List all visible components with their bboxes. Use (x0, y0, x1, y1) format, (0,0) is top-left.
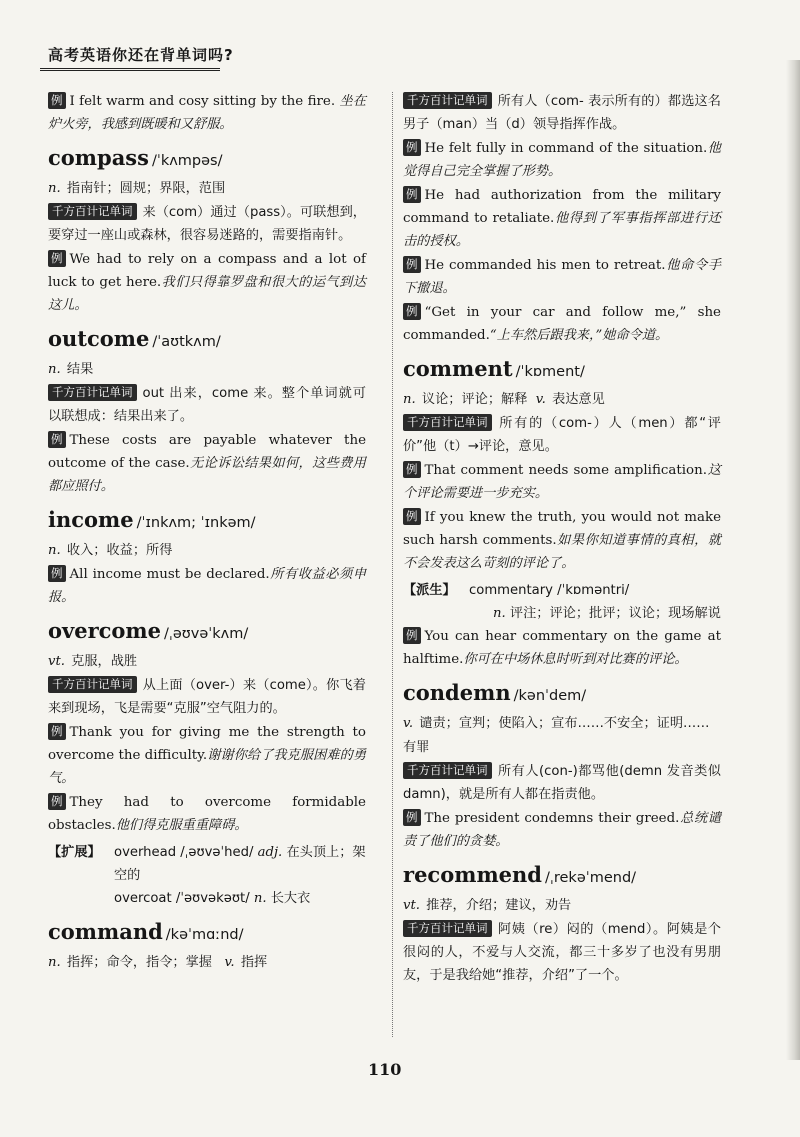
example-badge: 例 (403, 461, 421, 478)
example-en: We had to rely on a compass and a lot of luck to get here. (48, 252, 366, 290)
entry-overcome-headword (48, 615, 366, 650)
headword: command (48, 919, 163, 944)
phonetic: /ˈɪnkʌm; ˈɪnkəm/ (136, 515, 256, 531)
example (48, 429, 366, 498)
definition (403, 712, 721, 760)
phonetic: /ˌrekəˈmend/ (544, 870, 637, 886)
memory-tip (403, 918, 721, 987)
example-zh: 坐在炉火旁，我感到既暖和又舒服。 (48, 94, 367, 132)
entry-recommend-headword (403, 859, 721, 894)
example (48, 721, 366, 790)
headword: comment (403, 356, 513, 381)
memory-tip (48, 382, 366, 428)
derivation-tag: 【派生】 (403, 583, 456, 598)
example-en: All income must be declared. (69, 567, 270, 582)
definition (48, 539, 366, 563)
definition-text: 指挥 (240, 955, 268, 970)
derivation-definition (469, 602, 721, 625)
example-badge: 例 (48, 250, 66, 267)
example-en: That comment needs some amplification. (424, 463, 707, 478)
page-number: 110 (368, 1060, 402, 1079)
headword: compass (48, 145, 149, 170)
extension-def: 长大衣 (270, 891, 311, 906)
definition-text: 收入；收益；所得 (66, 543, 173, 558)
phonetic: /ˈaʊtkʌm/ (152, 334, 221, 350)
phonetic: /ˈkɒment/ (515, 364, 585, 380)
example-zh: 这个评论需要进一步充实。 (403, 463, 721, 501)
example-zh: 无论诉讼结果如何，这些费用都应照付。 (48, 456, 366, 494)
extension-word: overcoat /ˈəʊvəkəʊt/ (114, 891, 250, 906)
memory-tip (48, 201, 366, 247)
memory-tip (48, 674, 366, 720)
right-column (403, 90, 721, 988)
extension-word: overhead /ˌəʊvəˈhed/ (114, 845, 254, 860)
example-badge: 例 (48, 723, 66, 740)
definition-text: 克服，战胜 (71, 654, 138, 669)
memory-text: 来（com）通过（pass）。可联想到，要穿过一座山或森林，很容易迷路的，需要指南针。 (48, 205, 366, 243)
part-of-speech: v. (403, 716, 414, 731)
part-of-speech: n. (48, 181, 61, 196)
example (403, 807, 721, 853)
example-zh: 我们只得靠罗盘和很大的运气到达这儿。 (48, 275, 366, 313)
example (403, 301, 721, 347)
example (48, 248, 366, 317)
memory-badge: 千方百计记单词 (403, 920, 492, 937)
example-en: I felt warm and cosy sitting by the fire. (69, 94, 336, 109)
definition (48, 650, 366, 674)
entry-income-headword (48, 504, 366, 539)
memory-badge: 千方百计记单词 (48, 676, 137, 693)
example-en: He commanded his men to retreat. (424, 258, 666, 273)
entry-condemn-headword (403, 677, 721, 712)
page-edge-shadow (786, 60, 800, 1060)
example-badge: 例 (403, 627, 421, 644)
memory-text: 从上面（over-）来（come）。你飞着来到现场，飞是需要“克服”空气阻力的。 (48, 678, 366, 716)
entry-command-headword (48, 916, 366, 951)
part-of-speech: n. (48, 543, 61, 558)
extension-block (48, 841, 366, 910)
definition-text: 谴责；宣判；使陷入；宣布……不安全；证明……有罪 (403, 716, 710, 755)
memory-badge: 千方百计记单词 (403, 414, 492, 431)
memory-text: 阿姨（re）闷的（mend）。阿姨是个很闷的人，不爱与人交流，都三十多岁了也没有男朋友，于是我给她“推荐，介绍”了一个。 (403, 922, 721, 983)
example (403, 459, 721, 505)
example-en: These costs are payable whatever the outcome of the case. (48, 433, 366, 471)
extension-tag: 【扩展】 (48, 845, 101, 860)
definition-text: 指挥；命令，指令；掌握 (66, 955, 212, 970)
derivation-word: commentary /ˈkɒməntri/ (469, 583, 630, 598)
definition (48, 951, 366, 975)
part-of-speech: adj. (257, 845, 283, 860)
example (403, 184, 721, 253)
example (403, 625, 721, 671)
definition-text: 表达意见 (552, 392, 605, 407)
example-zh: 他命令手下撤退。 (403, 258, 722, 296)
part-of-speech: v. (224, 955, 235, 970)
example-badge: 例 (403, 508, 421, 525)
example-en: The president condemns their greed. (424, 811, 680, 826)
part-of-speech: vt. (403, 898, 420, 913)
example (48, 791, 366, 837)
derivation-def: 评注；评论；批评；议论；现场解说 (509, 606, 721, 621)
extension-def: 在头顶上；架空的 (114, 845, 366, 883)
header-rule (40, 68, 220, 71)
example-en: Thank you for giving me the strength to overcome the difficulty. (48, 725, 366, 763)
example-en: He felt fully in command of the situation. (424, 141, 708, 156)
example-badge: 例 (48, 431, 66, 448)
definition (48, 358, 366, 382)
example-zh: 你可在中场休息时听到对比赛的评论。 (463, 652, 688, 667)
definition (403, 894, 721, 918)
example-badge: 例 (403, 139, 421, 156)
part-of-speech: n. (253, 891, 267, 906)
example-zh: 如果你知道事情的真相，就不会发表这么苛刻的评论了。 (403, 533, 722, 571)
definition-text: 议论；评论；解释 (421, 392, 528, 407)
running-head: 高考英语你还在背单词吗? (48, 46, 234, 64)
part-of-speech: n. (403, 392, 416, 407)
example-zh: 所有收益必须申报。 (48, 567, 367, 605)
example-intro (48, 90, 366, 136)
phonetic: /ˌəʊvəˈkʌm/ (164, 626, 249, 642)
example-badge: 例 (48, 565, 66, 582)
entry-comment-headword (403, 353, 721, 388)
memory-text: 所有人（com- 表示所有的）都选这名男子（man）当（d）领导指挥作战。 (403, 94, 721, 132)
headword: recommend (403, 862, 542, 887)
left-column (48, 90, 366, 975)
example (403, 506, 721, 575)
example (403, 254, 721, 300)
memory-text: out 出来，come 来。整个单词就可以联想成：结果出来了。 (48, 386, 366, 424)
phonetic: /kəˈmɑːnd/ (165, 927, 244, 943)
part-of-speech: n. (48, 362, 61, 377)
example-en: They had to overcome formidable obstacles. (48, 795, 366, 833)
example-zh: 他得到了军事指挥部进行还击的授权。 (403, 211, 721, 249)
entry-outcome-headword (48, 323, 366, 358)
extension-line (114, 887, 366, 910)
example-en: If you knew the truth, you would not make such harsh comments. (403, 510, 721, 548)
memory-badge: 千方百计记单词 (403, 762, 492, 779)
headword: overcome (48, 618, 162, 643)
example-badge: 例 (403, 256, 421, 273)
part-of-speech: n. (48, 955, 61, 970)
headword: condemn (403, 680, 511, 705)
definition (403, 388, 721, 412)
example-zh: 他们得克服重重障碍。 (115, 818, 248, 833)
memory-text: 所有的（com-）人（men）都“评价”他（t）→评论，意见。 (403, 416, 721, 454)
memory-tip (403, 412, 721, 458)
memory-text: 所有人(con-)都骂他(demn 发音类似 damn)，就是所有人都在指责他。 (403, 764, 721, 802)
memory-badge: 千方百计记单词 (48, 203, 137, 220)
definition-text: 结果 (66, 362, 94, 377)
example-zh: 他觉得自己完全掌握了形势。 (403, 141, 721, 179)
extension-line (114, 841, 366, 887)
memory-tip (403, 90, 721, 136)
phonetic: /ˈkʌmpəs/ (151, 153, 223, 169)
example (48, 563, 366, 609)
memory-badge: 千方百计记单词 (403, 92, 492, 109)
memory-badge: 千方百计记单词 (48, 384, 137, 401)
example-badge: 例 (403, 809, 421, 826)
headword: outcome (48, 326, 150, 351)
example-badge: 例 (48, 793, 66, 810)
definition (48, 177, 366, 201)
example-zh: 谢谢你给了我克服困难的勇气。 (48, 748, 367, 786)
column-divider (392, 92, 393, 1037)
example-en: He had authorization from the military command to retaliate. (403, 188, 721, 226)
part-of-speech: n. (493, 606, 506, 621)
example-zh: 总统谴责了他们的贪婪。 (403, 811, 721, 849)
example-en: You can hear commentary on the game at halftime. (403, 629, 721, 667)
memory-tip (403, 760, 721, 806)
example-badge: 例 (48, 92, 66, 109)
definition-text: 指南针；圆规；界限，范围 (66, 181, 226, 196)
entry-compass-headword (48, 142, 366, 177)
definition-text: 推荐，介绍；建议，劝告 (426, 898, 572, 913)
example-zh: “上车然后跟我来，”她命令道。 (489, 328, 669, 343)
example (403, 137, 721, 183)
example-en: “Get in your car and follow me,” she commanded. (403, 305, 721, 343)
example-badge: 例 (403, 186, 421, 203)
example-badge: 例 (403, 303, 421, 320)
headword: income (48, 507, 134, 532)
derivation-block (403, 579, 721, 625)
part-of-speech: v. (535, 392, 546, 407)
part-of-speech: vt. (48, 654, 65, 669)
phonetic: /kənˈdem/ (513, 688, 587, 704)
